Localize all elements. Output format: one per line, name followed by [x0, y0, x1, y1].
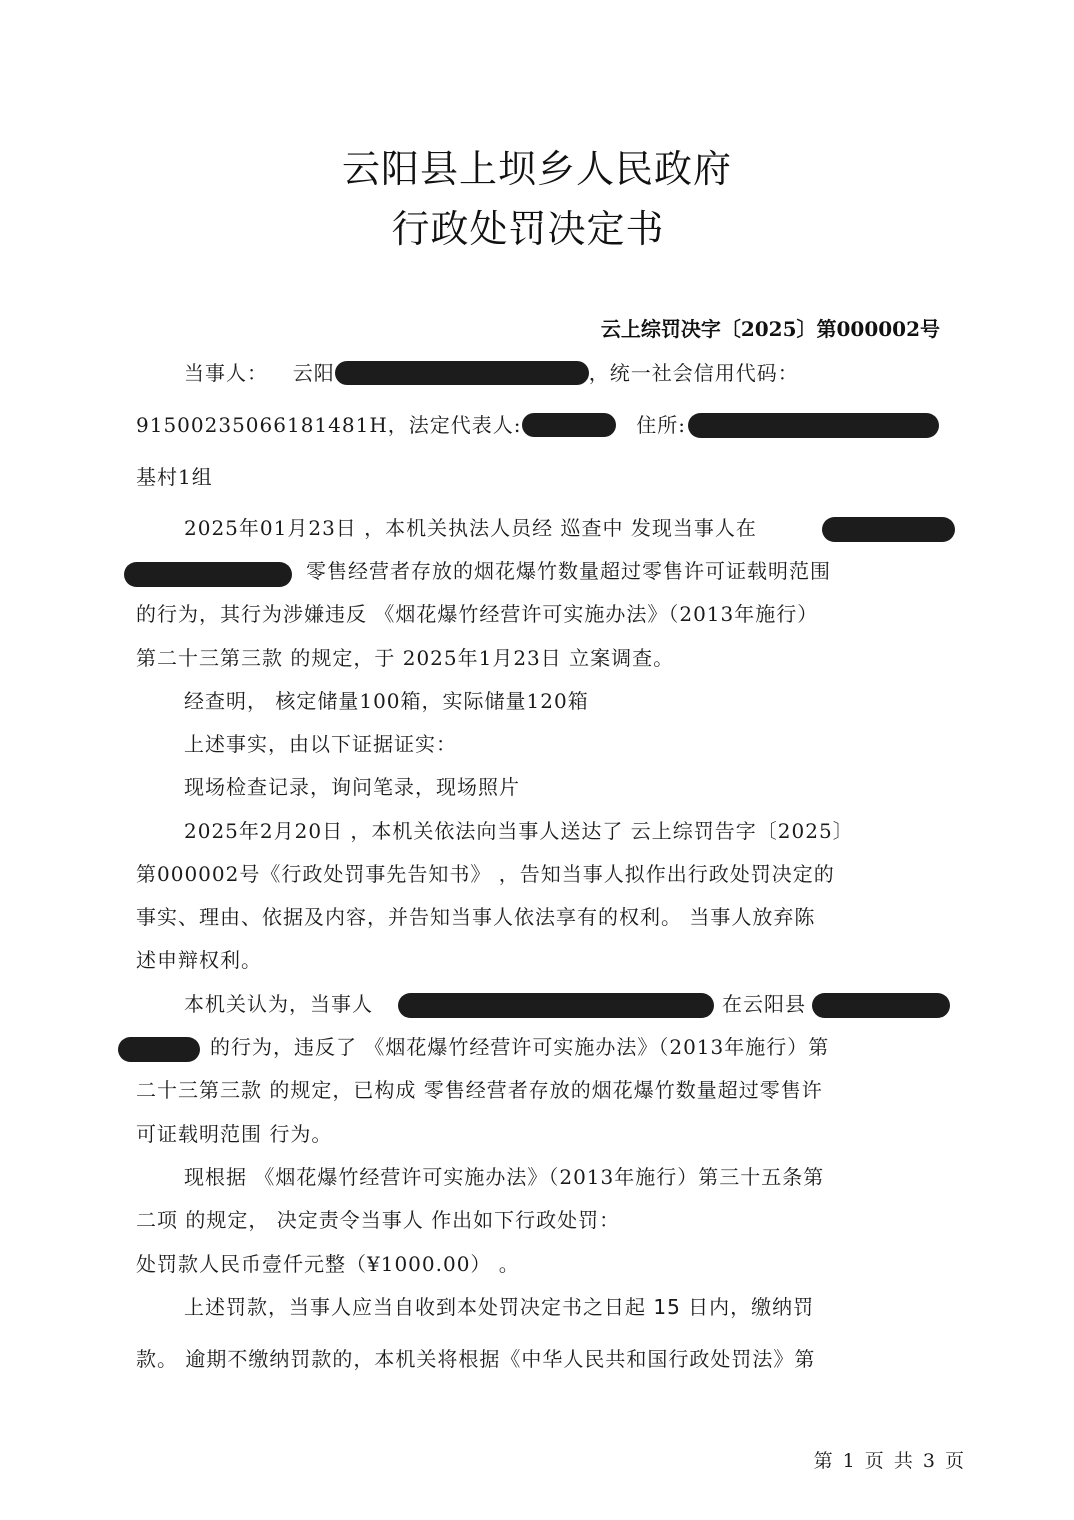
determination-line-1-start: 本机关认为，当事人 — [184, 992, 373, 1016]
legal-rep-label: ，法定代表人: — [387, 413, 522, 437]
determination-line-1-end: 在云阳县 — [722, 992, 806, 1016]
penalty-amount-line: 处罚款人民币壹仟元整（¥1000.00） 。 — [136, 1252, 520, 1276]
address-tail: 基村1组 — [136, 465, 213, 489]
document-title-type: 行政处罚决定书 — [391, 207, 665, 251]
redaction-party-name-2 — [398, 993, 714, 1018]
document-title-agency: 云阳县上坝乡人民政府 — [341, 147, 732, 191]
payment-line-1-end: 日内，缴纳罚 — [680, 1295, 815, 1319]
payment-line-1-start: 上述罚款，当事人应当自收到本处罚决定书之日起 — [184, 1295, 654, 1319]
credit-code-label: ，统一社会信用代码： — [588, 361, 799, 385]
redaction-location-2 — [124, 562, 292, 587]
legal-basis-line-1: 现根据 《烟花爆竹经营许可实施办法》（2013年施行）第三十五条第 — [184, 1165, 825, 1189]
notice-paragraph-line-1: 2025年2月20日 ，本机关依法向当事人送达了 云上综罚告字〔2025〕 — [184, 819, 854, 843]
payment-days: 15 — [653, 1295, 681, 1319]
address-label: 住所: — [636, 413, 686, 437]
party-name-visible: 云阳 — [292, 361, 335, 385]
findings-line: 经查明， 核定储量100箱，实际储量120箱 — [184, 689, 589, 713]
evidence-list-line: 现场检查记录，询问笔录，现场照片 — [184, 775, 520, 799]
payment-line-1 — [184, 1294, 814, 1320]
document-number: 云上综罚决字〔2025〕第000002号 — [600, 317, 940, 341]
party-line-2 — [136, 412, 686, 439]
credit-code: 91500235066181481H — [136, 413, 388, 437]
notice-paragraph-line-4: 述申辩权利。 — [136, 948, 262, 972]
redaction-party-name — [335, 361, 589, 385]
case-paragraph-1-line-2: 零售经营者存放的烟花爆竹数量超过零售许可证载明范围 — [306, 559, 831, 583]
legal-basis-line-2: 二项 的规定， 决定责令当事人 作出如下行政处罚： — [136, 1208, 621, 1232]
party-line-1 — [184, 360, 799, 387]
notice-paragraph-line-3: 事实、理由、依据及内容，并告知当事人依法享有的权利。 当事人放弃陈 — [136, 905, 816, 929]
notice-paragraph-line-2: 第000002号《行政处罚事先告知书》 ，告知当事人拟作出行政处罚决定的 — [136, 862, 835, 886]
case-paragraph-1-line-1: 2025年01月23日 ，本机关执法人员经 巡查中 发现当事人在 — [184, 516, 757, 540]
redaction-location-3 — [812, 993, 950, 1018]
page-number: 第 1 页 共 3 页 — [813, 1450, 966, 1472]
payment-line-2: 款。 逾期不缴纳罚款的，本机关将根据《中华人民共和国行政处罚法》第 — [136, 1347, 816, 1371]
case-paragraph-1-line-3: 的行为，其行为涉嫌违反 《烟花爆竹经营许可实施办法》（2013年施行） — [136, 602, 819, 626]
evidence-intro-line: 上述事实，由以下证据证实： — [184, 732, 457, 756]
determination-line-3: 二十三第三款 的规定，已构成 零售经营者存放的烟花爆竹数量超过零售许 — [136, 1078, 823, 1102]
case-paragraph-1-line-4: 第二十三第三款 的规定，于 2025年1月23日 立案调查。 — [136, 646, 675, 670]
determination-line-2: 的行为，违反了 《烟花爆竹经营许可实施办法》（2013年施行）第 — [210, 1035, 830, 1059]
redaction-legal-rep — [522, 413, 616, 437]
redaction-address — [688, 413, 939, 438]
determination-line-4: 可证载明范围 行为。 — [136, 1122, 333, 1146]
party-label: 当事人： — [184, 361, 268, 385]
redaction-location-4 — [118, 1037, 200, 1062]
redaction-location-1 — [822, 517, 955, 542]
